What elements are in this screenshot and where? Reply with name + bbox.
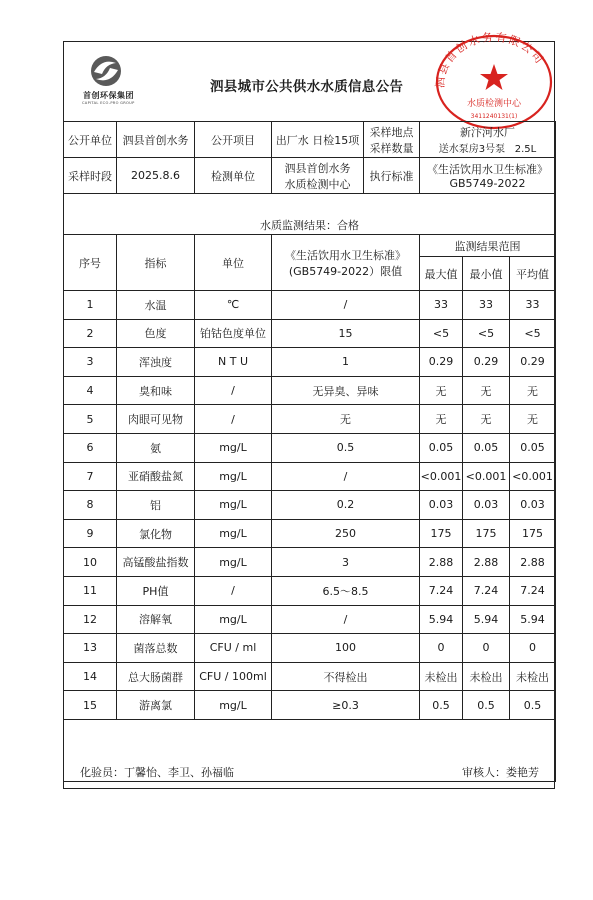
cell-unit: mg/L bbox=[195, 605, 272, 634]
cell-avg: <5 bbox=[510, 319, 556, 348]
cell-max: 0 bbox=[420, 634, 463, 663]
water-quality-table bbox=[63, 121, 556, 782]
lab-value-2: 水质检测中心 bbox=[284, 177, 351, 191]
cell-limit: 不得检出 bbox=[272, 662, 420, 691]
cell-max: 未检出 bbox=[420, 662, 463, 691]
col-limit-1: 《生活饮用水卫生标准》 bbox=[285, 248, 406, 262]
cell-min: <5 bbox=[463, 319, 510, 348]
site-value-2: 送水泵房3号泵 bbox=[438, 144, 506, 155]
cell-limit: / bbox=[272, 605, 420, 634]
col-indicator: 指标 bbox=[117, 235, 195, 291]
cell-avg: 33 bbox=[510, 291, 556, 320]
time-value: 2025.8.6 bbox=[117, 158, 195, 194]
cell-min: 0.5 bbox=[463, 691, 510, 720]
table-row bbox=[64, 548, 556, 577]
qty-value: 2.5L bbox=[514, 144, 537, 155]
cell-unit: 铂钴色度单位 bbox=[195, 319, 272, 348]
cell-limit: / bbox=[272, 462, 420, 491]
cell-min: 2.88 bbox=[463, 548, 510, 577]
logo-chinese: 首创环保集团 bbox=[83, 91, 134, 100]
cell-max: 7.24 bbox=[420, 576, 463, 605]
cell-min: 无 bbox=[463, 405, 510, 434]
cell-unit: mg/L bbox=[195, 519, 272, 548]
site-qty-values bbox=[420, 122, 556, 158]
cell-limit: 100 bbox=[272, 634, 420, 663]
table-row bbox=[64, 405, 556, 434]
cell-avg: 0.05 bbox=[510, 433, 556, 462]
cell-avg: 7.24 bbox=[510, 576, 556, 605]
cell-avg: 5.94 bbox=[510, 605, 556, 634]
seal-center-text: 水质检测中心 bbox=[466, 99, 522, 109]
table-row bbox=[64, 634, 556, 663]
cell-avg: 无 bbox=[510, 376, 556, 405]
unit-value: 泗县首创水务 bbox=[117, 122, 195, 158]
cell-limit: 0.5 bbox=[272, 433, 420, 462]
table-row bbox=[64, 491, 556, 520]
cell-no: 4 bbox=[64, 376, 117, 405]
cell-no: 1 bbox=[64, 291, 117, 320]
cell-no: 13 bbox=[64, 634, 117, 663]
table-row bbox=[64, 291, 556, 320]
cell-unit: / bbox=[195, 576, 272, 605]
cell-limit: 1 bbox=[272, 348, 420, 377]
cell-name: 氨 bbox=[117, 433, 195, 462]
reviewer: 审核人：娄艳芳 bbox=[462, 766, 539, 779]
cell-avg: <0.001 bbox=[510, 462, 556, 491]
cell-name: 水温 bbox=[117, 291, 195, 320]
cell-no: 14 bbox=[64, 662, 117, 691]
cell-no: 7 bbox=[64, 462, 117, 491]
col-unit: 单位 bbox=[195, 235, 272, 291]
cell-max: 5.94 bbox=[420, 605, 463, 634]
cell-unit: N T U bbox=[195, 348, 272, 377]
cell-min: 33 bbox=[463, 291, 510, 320]
cell-min: 未检出 bbox=[463, 662, 510, 691]
cell-name: 色度 bbox=[117, 319, 195, 348]
seal-ring-text: 泗县首创水务有限公司 bbox=[433, 30, 547, 89]
cell-no: 11 bbox=[64, 576, 117, 605]
cell-name: 菌落总数 bbox=[117, 634, 195, 663]
cell-limit: 15 bbox=[272, 319, 420, 348]
cell-max: 175 bbox=[420, 519, 463, 548]
cell-unit: / bbox=[195, 405, 272, 434]
cell-max: 0.5 bbox=[420, 691, 463, 720]
table-row bbox=[64, 376, 556, 405]
col-avg: 平均值 bbox=[510, 257, 556, 291]
cell-max: 2.88 bbox=[420, 548, 463, 577]
cell-min: 5.94 bbox=[463, 605, 510, 634]
cell-min: 0.05 bbox=[463, 433, 510, 462]
cell-no: 8 bbox=[64, 491, 117, 520]
cell-avg: 无 bbox=[510, 405, 556, 434]
table-row bbox=[64, 662, 556, 691]
lab-value bbox=[272, 158, 364, 194]
lab-value-1: 泗县首创水务 bbox=[284, 161, 351, 175]
table-row bbox=[64, 576, 556, 605]
item-value: 出厂水 日检15项 bbox=[272, 122, 364, 158]
site-value-1: 新汴河水厂 bbox=[460, 126, 515, 139]
site-qty-labels bbox=[364, 122, 420, 158]
std-label: 执行标准 bbox=[364, 158, 420, 194]
col-range: 监测结果范围 bbox=[420, 235, 556, 257]
result-title-row bbox=[64, 217, 556, 235]
std-value-2: GB5749-2022 bbox=[449, 177, 526, 190]
cell-limit: / bbox=[272, 291, 420, 320]
cell-min: <0.001 bbox=[463, 462, 510, 491]
std-value-1: 《生活饮用水卫生标准》 bbox=[427, 163, 548, 176]
cell-max: 0.05 bbox=[420, 433, 463, 462]
seal-code: 3411240131(1) bbox=[470, 113, 518, 120]
std-value bbox=[420, 158, 556, 194]
info-row-2 bbox=[64, 158, 556, 194]
cell-limit: 无异臭、异味 bbox=[272, 376, 420, 405]
cell-avg: 0.5 bbox=[510, 691, 556, 720]
cell-min: 无 bbox=[463, 376, 510, 405]
cell-limit: 250 bbox=[272, 519, 420, 548]
cell-no: 10 bbox=[64, 548, 117, 577]
cell-min: 175 bbox=[463, 519, 510, 548]
data-rows bbox=[64, 291, 556, 720]
cell-limit: ≥0.3 bbox=[272, 691, 420, 720]
cell-min: 0.03 bbox=[463, 491, 510, 520]
table-row bbox=[64, 605, 556, 634]
cell-name: 溶解氧 bbox=[117, 605, 195, 634]
cell-no: 2 bbox=[64, 319, 117, 348]
table-row bbox=[64, 519, 556, 548]
info-row-1 bbox=[64, 122, 556, 158]
table-row bbox=[64, 348, 556, 377]
result-title: 水质监测结果：合格 bbox=[64, 217, 556, 235]
col-no: 序号 bbox=[64, 235, 117, 291]
site-label: 采样地点 bbox=[369, 125, 414, 139]
item-label: 公开项目 bbox=[195, 122, 272, 158]
cell-unit: / bbox=[195, 376, 272, 405]
cell-name: 铝 bbox=[117, 491, 195, 520]
cell-max: 无 bbox=[420, 405, 463, 434]
cell-min: 0.29 bbox=[463, 348, 510, 377]
cell-no: 15 bbox=[64, 691, 117, 720]
cell-avg: 175 bbox=[510, 519, 556, 548]
cell-unit: ℃ bbox=[195, 291, 272, 320]
lab-label: 检测单位 bbox=[195, 158, 272, 194]
cell-unit: CFU / ml bbox=[195, 634, 272, 663]
cell-name: 氯化物 bbox=[117, 519, 195, 548]
cell-no: 6 bbox=[64, 433, 117, 462]
cell-unit: mg/L bbox=[195, 491, 272, 520]
unit-label: 公开单位 bbox=[64, 122, 117, 158]
cell-min: 0 bbox=[463, 634, 510, 663]
cell-name: PH值 bbox=[117, 576, 195, 605]
col-max: 最大值 bbox=[420, 257, 463, 291]
table-row bbox=[64, 691, 556, 720]
cell-no: 9 bbox=[64, 519, 117, 548]
cell-limit: 3 bbox=[272, 548, 420, 577]
company-seal bbox=[425, 20, 563, 130]
cell-unit: mg/L bbox=[195, 548, 272, 577]
cell-no: 12 bbox=[64, 605, 117, 634]
cell-limit: 6.5～8.5 bbox=[272, 576, 420, 605]
cell-avg: 0 bbox=[510, 634, 556, 663]
cell-name: 浑浊度 bbox=[117, 348, 195, 377]
cell-max: 0.03 bbox=[420, 491, 463, 520]
inspectors: 化验员：丁馨怡、李卫、孙福临 bbox=[80, 766, 234, 779]
cell-max: <5 bbox=[420, 319, 463, 348]
site-qty-line bbox=[420, 140, 555, 155]
cell-limit: 0.2 bbox=[272, 491, 420, 520]
cell-name: 臭和味 bbox=[117, 376, 195, 405]
page-title: 泗县城市公共供水水质信息公告 bbox=[210, 79, 404, 95]
col-min: 最小值 bbox=[463, 257, 510, 291]
col-limit-2: (GB5749-2022）限值 bbox=[288, 264, 403, 278]
cell-max: 0.29 bbox=[420, 348, 463, 377]
col-limit bbox=[272, 235, 420, 291]
qty-label: 采样数量 bbox=[369, 141, 414, 155]
cell-max: <0.001 bbox=[420, 462, 463, 491]
cell-avg: 0.29 bbox=[510, 348, 556, 377]
seal-star-icon bbox=[480, 64, 508, 90]
cell-name: 肉眼可见物 bbox=[117, 405, 195, 434]
cell-max: 无 bbox=[420, 376, 463, 405]
cell-avg: 2.88 bbox=[510, 548, 556, 577]
cell-max: 33 bbox=[420, 291, 463, 320]
cell-unit: mg/L bbox=[195, 433, 272, 462]
cell-name: 亚硝酸盐氮 bbox=[117, 462, 195, 491]
cell-unit: CFU / 100ml bbox=[195, 662, 272, 691]
cell-name: 总大肠菌群 bbox=[117, 662, 195, 691]
cell-avg: 未检出 bbox=[510, 662, 556, 691]
cell-no: 5 bbox=[64, 405, 117, 434]
table-row bbox=[64, 462, 556, 491]
cell-unit: mg/L bbox=[195, 462, 272, 491]
header-row-1 bbox=[64, 235, 556, 257]
spacer-row bbox=[64, 194, 556, 217]
cell-min: 7.24 bbox=[463, 576, 510, 605]
cell-name: 高锰酸盐指数 bbox=[117, 548, 195, 577]
cell-name: 游离氯 bbox=[117, 691, 195, 720]
time-label: 采样时段 bbox=[64, 158, 117, 194]
table-row bbox=[64, 319, 556, 348]
logo-english: CAPITAL ECO-PRO GROUP bbox=[82, 101, 135, 105]
cell-limit: 无 bbox=[272, 405, 420, 434]
cell-avg: 0.03 bbox=[510, 491, 556, 520]
cell-no: 3 bbox=[64, 348, 117, 377]
cell-unit: mg/L bbox=[195, 691, 272, 720]
table-row bbox=[64, 433, 556, 462]
